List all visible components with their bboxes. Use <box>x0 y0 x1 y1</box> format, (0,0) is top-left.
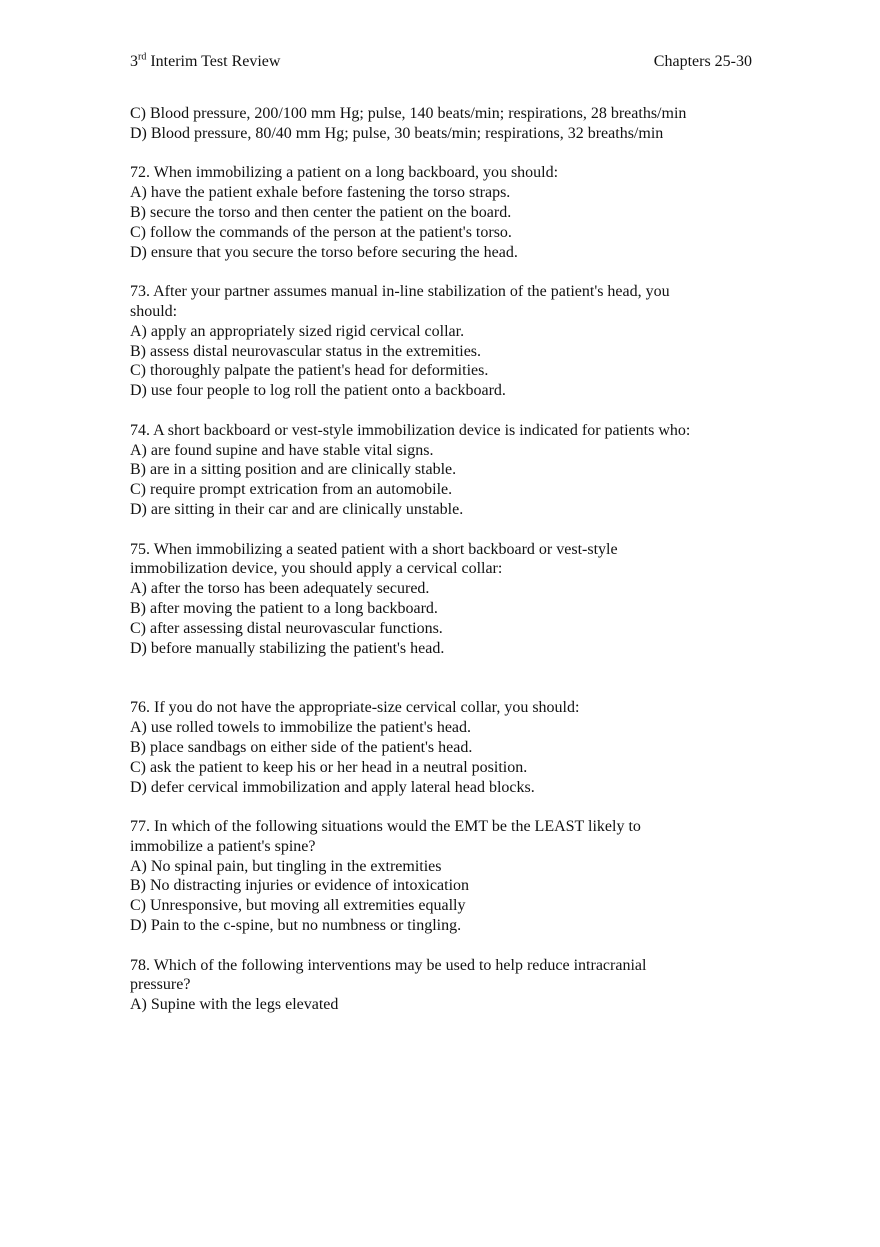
option-line: A) use rolled towels to immobilize the patient's head. <box>130 719 472 737</box>
option-line: A) are found supine and have stable vital signs. <box>130 441 434 459</box>
option-line: A) have the patient exhale before fastening the torso straps. <box>130 184 511 202</box>
option-line: D) Blood pressure, 80/40 mm Hg; pulse, 30 beats/min; respirations, 32 breaths/min <box>130 124 664 142</box>
option-line: D) use four people to log roll the patient onto a backboard. <box>130 382 506 400</box>
option-line: D) defer cervical immobilization and apply lateral head blocks. <box>130 778 535 796</box>
question-stem: 78. Which of the following interventions may be used to help reduce intracranial <box>130 956 647 974</box>
question-stem: 72. When immobilizing a patient on a long backboard, you should: <box>130 164 559 182</box>
question-stem: 76. If you do not have the appropriate-size cervical collar, you should: <box>130 699 580 717</box>
option-line: B) assess distal neurovascular status in the extremities. <box>130 342 482 360</box>
question-77 <box>130 817 752 936</box>
question-list <box>130 104 752 1015</box>
header-chapters: Chapters 25-30 <box>653 53 752 70</box>
option-line: B) secure the torso and then center the patient on the board. <box>130 203 512 221</box>
option-line: D) are sitting in their car and are clinically unstable. <box>130 500 464 518</box>
option-line: C) after assessing distal neurovascular functions. <box>130 619 443 637</box>
option-line: D) ensure that you secure the torso before securing the head. <box>130 243 518 261</box>
question-74 <box>130 421 752 520</box>
question-stem: 74. A short backboard or vest-style immobilization device is indicated for patients who: <box>130 421 691 439</box>
option-line: A) after the torso has been adequately secured. <box>130 580 430 598</box>
option-line: B) are in a sitting position and are clinically stable. <box>130 461 457 479</box>
option-line: C) thoroughly palpate the patient's head for deformities. <box>130 362 489 380</box>
option-line: B) place sandbags on either side of the patient's head. <box>130 738 473 756</box>
option-line: C) ask the patient to keep his or her head in a neutral position. <box>130 758 528 776</box>
question-76 <box>130 698 752 797</box>
option-line: C) require prompt extrication from an automobile. <box>130 481 453 499</box>
question-stem: 75. When immobilizing a seated patient with a short backboard or vest-style <box>130 540 618 558</box>
option-line: A) No spinal pain, but tingling in the extremities <box>130 857 442 875</box>
option-line: B) No distracting injuries or evidence of intoxication <box>130 877 470 895</box>
header-title <box>130 50 280 74</box>
question-stem: should: <box>130 302 178 320</box>
question-stem: immobilization device, you should apply a cervical collar: <box>130 560 503 578</box>
option-line: A) apply an appropriately sized rigid cervical collar. <box>130 322 465 340</box>
option-line: D) Pain to the c-spine, but no numbness or tingling. <box>130 917 462 935</box>
question-75 <box>130 540 752 659</box>
header-title-number: 3 <box>130 53 138 70</box>
question-78 <box>130 956 752 1015</box>
header-title-text: Interim Test Review <box>146 53 281 70</box>
continued-options <box>130 104 752 144</box>
page-header <box>130 50 752 74</box>
option-line: C) follow the commands of the person at the patient's torso. <box>130 223 512 241</box>
option-line: C) Unresponsive, but moving all extremities equally <box>130 897 466 915</box>
question-73 <box>130 282 752 401</box>
question-stem: 73. After your partner assumes manual in-line stabilization of the patient's head, you <box>130 283 670 301</box>
option-line: B) after moving the patient to a long backboard. <box>130 599 438 617</box>
header-title-ordinal: rd <box>138 51 147 63</box>
question-stem: pressure? <box>130 976 191 994</box>
question-stem: immobilize a patient's spine? <box>130 837 316 855</box>
question-stem: 77. In which of the following situations would the EMT be the LEAST likely to <box>130 818 641 836</box>
option-line: A) Supine with the legs elevated <box>130 996 339 1014</box>
option-line: C) Blood pressure, 200/100 mm Hg; pulse, 140 beats/min; respirations, 28 breaths/min <box>130 105 687 122</box>
question-72 <box>130 163 752 262</box>
option-line: D) before manually stabilizing the patient's head. <box>130 639 445 657</box>
